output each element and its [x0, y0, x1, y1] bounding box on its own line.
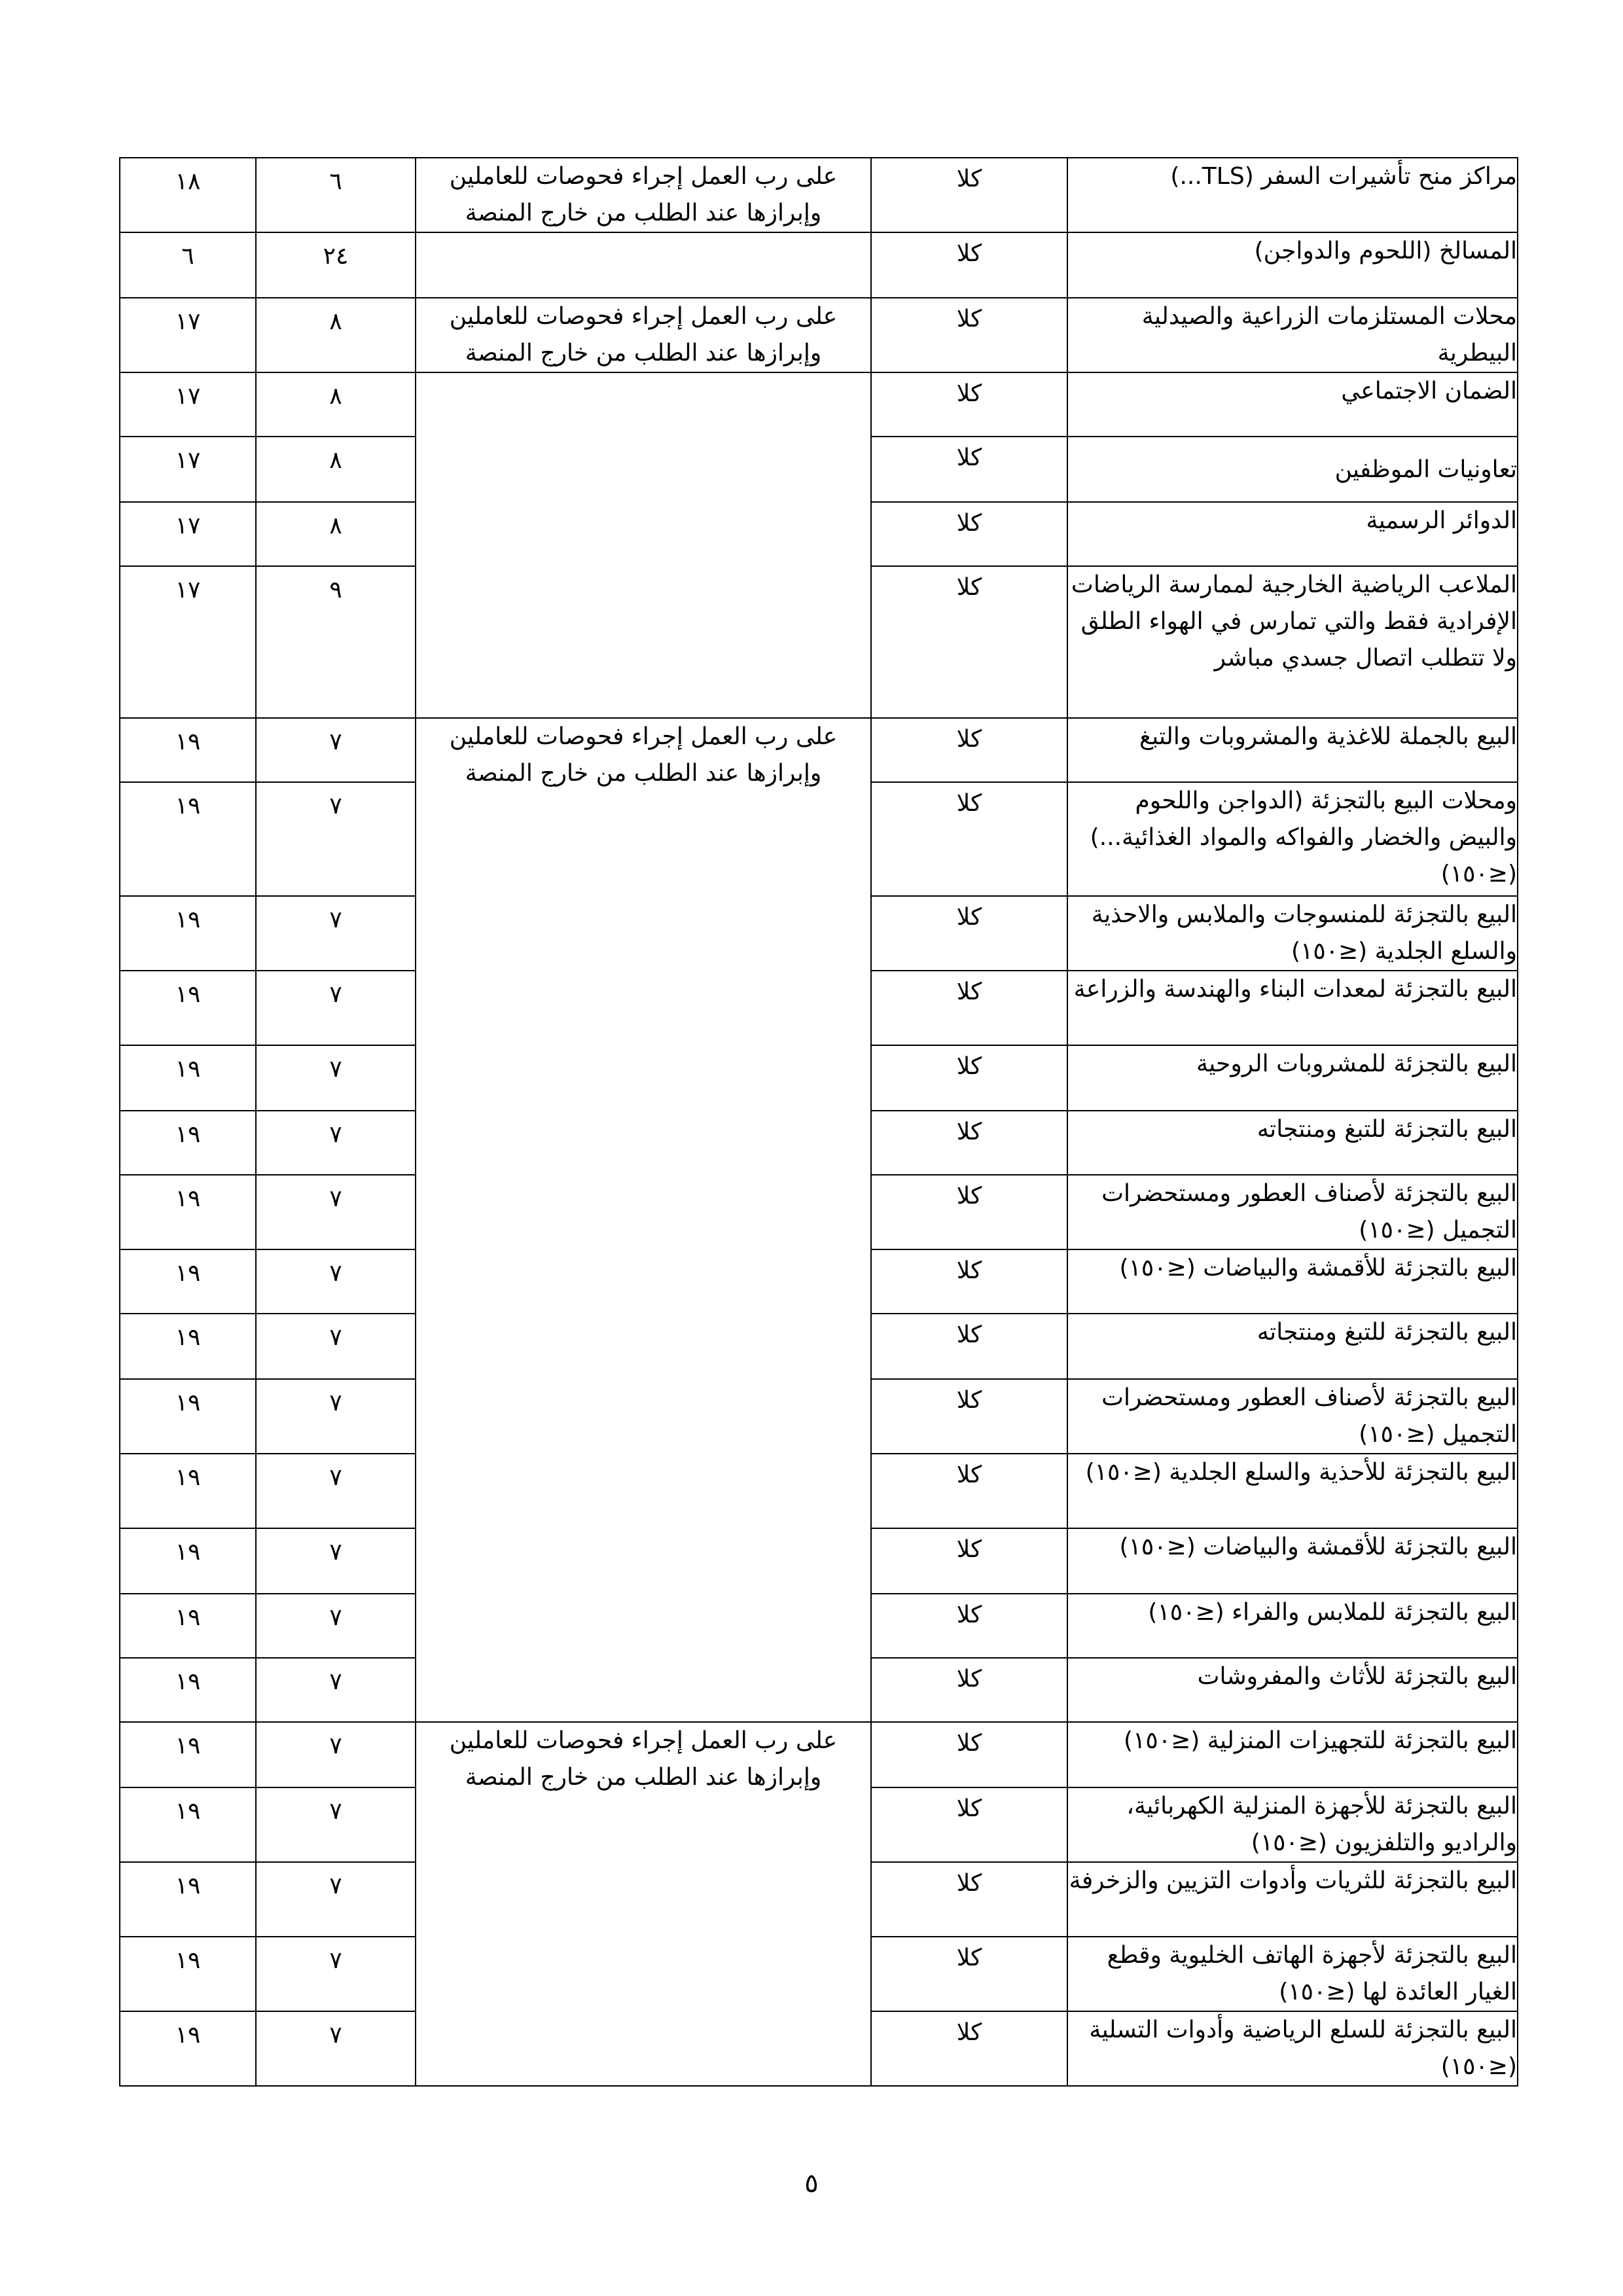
cell-name: البيع بالتجزئة للأقمشة والبياضات (≤١٥٠): [1067, 1249, 1518, 1314]
cell-name: البيع بالتجزئة لأصناف العطور ومستحضرات التجميل (≤١٥٠): [1067, 1379, 1518, 1454]
cell-value-a: ٧: [256, 1045, 416, 1111]
cell-value-b: ١٩: [120, 1787, 256, 1862]
cell-value-b: ١٩: [120, 971, 256, 1045]
cell-name: البيع بالتجزئة للثريات وأدوات التزيين والزخرفة: [1067, 1862, 1518, 1937]
table-row: [120, 232, 1518, 298]
cell-note-empty: [416, 232, 871, 298]
cell-name: البيع بالتجزئة للملابس والفراء (≤١٥٠): [1067, 1594, 1518, 1658]
cell-value-a: ٧: [256, 1594, 416, 1658]
cell-name: البيع بالتجزئة لمعدات البناء والهندسة والزراعة: [1067, 971, 1518, 1045]
cell-answer: كلا: [871, 718, 1067, 782]
cell-value-a: ٧: [256, 1111, 416, 1175]
cell-value-b: ١٩: [120, 718, 256, 782]
cell-value-b: ١٩: [120, 782, 256, 896]
page-number: ٥: [804, 2168, 819, 2198]
cell-answer: كلا: [871, 502, 1067, 566]
cell-name: البيع بالتجزئة للتبغ ومنتجاته: [1067, 1111, 1518, 1175]
cell-value-a: ٨: [256, 298, 416, 372]
cell-note: على رب العمل إجراء فحوصات للعاملين وإبرازها عند الطلب من خارج المنصة: [416, 158, 871, 232]
table-row: [120, 718, 1518, 782]
cell-answer: كلا: [871, 1937, 1067, 2011]
cell-value-b: ١٩: [120, 1658, 256, 1722]
cell-answer: كلا: [871, 298, 1067, 372]
cell-value-a: ٧: [256, 1379, 416, 1454]
cell-name: تعاونيات الموظفين: [1067, 437, 1518, 502]
cell-value-b: ١٩: [120, 1722, 256, 1787]
cell-value-a: ٧: [256, 2011, 416, 2086]
cell-name: المسالخ (اللحوم والدواجن): [1067, 232, 1518, 298]
cell-value-a: ٨: [256, 372, 416, 437]
cell-value-a: ٧: [256, 718, 416, 782]
cell-value-b: ١٩: [120, 1175, 256, 1249]
cell-value-b: ١٧: [120, 298, 256, 372]
cell-name: البيع بالتجزئة للمشروبات الروحية: [1067, 1045, 1518, 1111]
cell-answer: كلا: [871, 971, 1067, 1045]
cell-note: على رب العمل إجراء فحوصات للعاملين وإبرازها عند الطلب من خارج المنصة: [416, 718, 871, 1722]
cell-value-b: ١٩: [120, 1862, 256, 1937]
cell-name: الضمان الاجتماعي: [1067, 372, 1518, 437]
cell-value-b: ١٧: [120, 502, 256, 566]
cell-value-b: ١٩: [120, 1379, 256, 1454]
cell-note: على رب العمل إجراء فحوصات للعاملين وإبرازها عند الطلب من خارج المنصة: [416, 1722, 871, 2086]
cell-name: البيع بالتجزئة للأثاث والمفروشات: [1067, 1658, 1518, 1722]
cell-answer: كلا: [871, 158, 1067, 232]
cell-value-b: ١٩: [120, 1249, 256, 1314]
table-row: [120, 1722, 1518, 1787]
cell-name: البيع بالتجزئة للأحذية والسلع الجلدية (≤١٥٠): [1067, 1454, 1518, 1528]
cell-answer: كلا: [871, 437, 1067, 502]
cell-value-a: ٧: [256, 1722, 416, 1787]
cell-value-a: ٨: [256, 437, 416, 502]
cell-value-a: ٢٤: [256, 232, 416, 298]
cell-answer: كلا: [871, 1528, 1067, 1594]
cell-value-a: ٧: [256, 1937, 416, 2011]
cell-value-a: ٨: [256, 502, 416, 566]
cell-name: ومحلات البيع بالتجزئة (الدواجن واللحوم والبيض والخضار والفواكه والمواد الغذائية...) (≤١٥٠): [1067, 782, 1518, 896]
cell-name: محلات المستلزمات الزراعية والصيدلية البيطرية: [1067, 298, 1518, 372]
cell-answer: كلا: [871, 1862, 1067, 1937]
cell-value-b: ١٩: [120, 1528, 256, 1594]
cell-value-b: ١٩: [120, 2011, 256, 2086]
cell-answer: كلا: [871, 1045, 1067, 1111]
cell-answer: كلا: [871, 232, 1067, 298]
cell-value-a: ٧: [256, 1454, 416, 1528]
cell-note-empty: [416, 372, 871, 718]
cell-name: الدوائر الرسمية: [1067, 502, 1518, 566]
cell-value-b: ٦: [120, 232, 256, 298]
cell-value-b: ١٩: [120, 1454, 256, 1528]
cell-answer: كلا: [871, 782, 1067, 896]
cell-value-a: ٧: [256, 1528, 416, 1594]
cell-value-b: ١٩: [120, 1314, 256, 1379]
cell-answer: كلا: [871, 896, 1067, 971]
cell-value-b: ١٩: [120, 1111, 256, 1175]
cell-answer: كلا: [871, 1175, 1067, 1249]
table-row: [120, 298, 1518, 372]
cell-value-a: ٧: [256, 1314, 416, 1379]
cell-value-b: ١٧: [120, 372, 256, 437]
requirements-table: [119, 157, 1518, 2087]
cell-value-a: ٦: [256, 158, 416, 232]
cell-value-b: ١٨: [120, 158, 256, 232]
cell-value-a: ٧: [256, 1658, 416, 1722]
cell-value-b: ١٧: [120, 566, 256, 718]
cell-answer: كلا: [871, 1314, 1067, 1379]
cell-value-b: ١٩: [120, 1594, 256, 1658]
cell-value-a: ٧: [256, 1249, 416, 1314]
table-row: [120, 372, 1518, 437]
cell-name: الملاعب الرياضية الخارجية لممارسة الرياضات الإفرادية فقط والتي تمارس في الهواء الطلق ولا تتطلب اتصال جسدي مباشر: [1067, 566, 1518, 718]
cell-note: على رب العمل إجراء فحوصات للعاملين وإبرازها عند الطلب من خارج المنصة: [416, 298, 871, 372]
cell-name: البيع بالتجزئة للتجهيزات المنزلية (≤١٥٠): [1067, 1722, 1518, 1787]
cell-answer: كلا: [871, 2011, 1067, 2086]
cell-name: البيع بالتجزئة للسلع الرياضية وأدوات التسلية (≤١٥٠): [1067, 2011, 1518, 2086]
cell-value-a: ٩: [256, 566, 416, 718]
cell-value-b: ١٧: [120, 437, 256, 502]
cell-value-b: ١٩: [120, 896, 256, 971]
cell-answer: كلا: [871, 372, 1067, 437]
cell-value-b: ١٩: [120, 1937, 256, 2011]
cell-value-a: ٧: [256, 782, 416, 896]
cell-answer: كلا: [871, 1594, 1067, 1658]
cell-name: البيع بالتجزئة للأجهزة المنزلية الكهربائية، والراديو والتلفزيون (≤١٥٠): [1067, 1787, 1518, 1862]
cell-answer: كلا: [871, 1787, 1067, 1862]
cell-name: البيع بالتجزئة للمنسوجات والملابس والاحذية والسلع الجلدية (≤١٥٠): [1067, 896, 1518, 971]
cell-name: البيع بالتجزئة للتبغ ومنتجاته: [1067, 1314, 1518, 1379]
cell-name: البيع بالتجزئة للأقمشة والبياضات (≤١٥٠): [1067, 1528, 1518, 1594]
cell-answer: كلا: [871, 1111, 1067, 1175]
cell-answer: كلا: [871, 1722, 1067, 1787]
cell-answer: كلا: [871, 1379, 1067, 1454]
cell-value-a: ٧: [256, 1862, 416, 1937]
table-row: [120, 158, 1518, 232]
cell-answer: كلا: [871, 1658, 1067, 1722]
cell-value-a: ٧: [256, 1175, 416, 1249]
cell-value-b: ١٩: [120, 1045, 256, 1111]
cell-answer: كلا: [871, 566, 1067, 718]
cell-answer: كلا: [871, 1249, 1067, 1314]
cell-name: البيع بالتجزئة لأجهزة الهاتف الخليوية وقطع الغيار العائدة لها (≤١٥٠): [1067, 1937, 1518, 2011]
cell-name: البيع بالتجزئة لأصناف العطور ومستحضرات التجميل (≤١٥٠): [1067, 1175, 1518, 1249]
cell-name: مراكز منح تأشيرات السفر (TLS...): [1067, 158, 1518, 232]
cell-value-a: ٧: [256, 1787, 416, 1862]
cell-name: البيع بالجملة للاغذية والمشروبات والتبغ: [1067, 718, 1518, 782]
cell-answer: كلا: [871, 1454, 1067, 1528]
cell-value-a: ٧: [256, 896, 416, 971]
cell-value-a: ٧: [256, 971, 416, 1045]
